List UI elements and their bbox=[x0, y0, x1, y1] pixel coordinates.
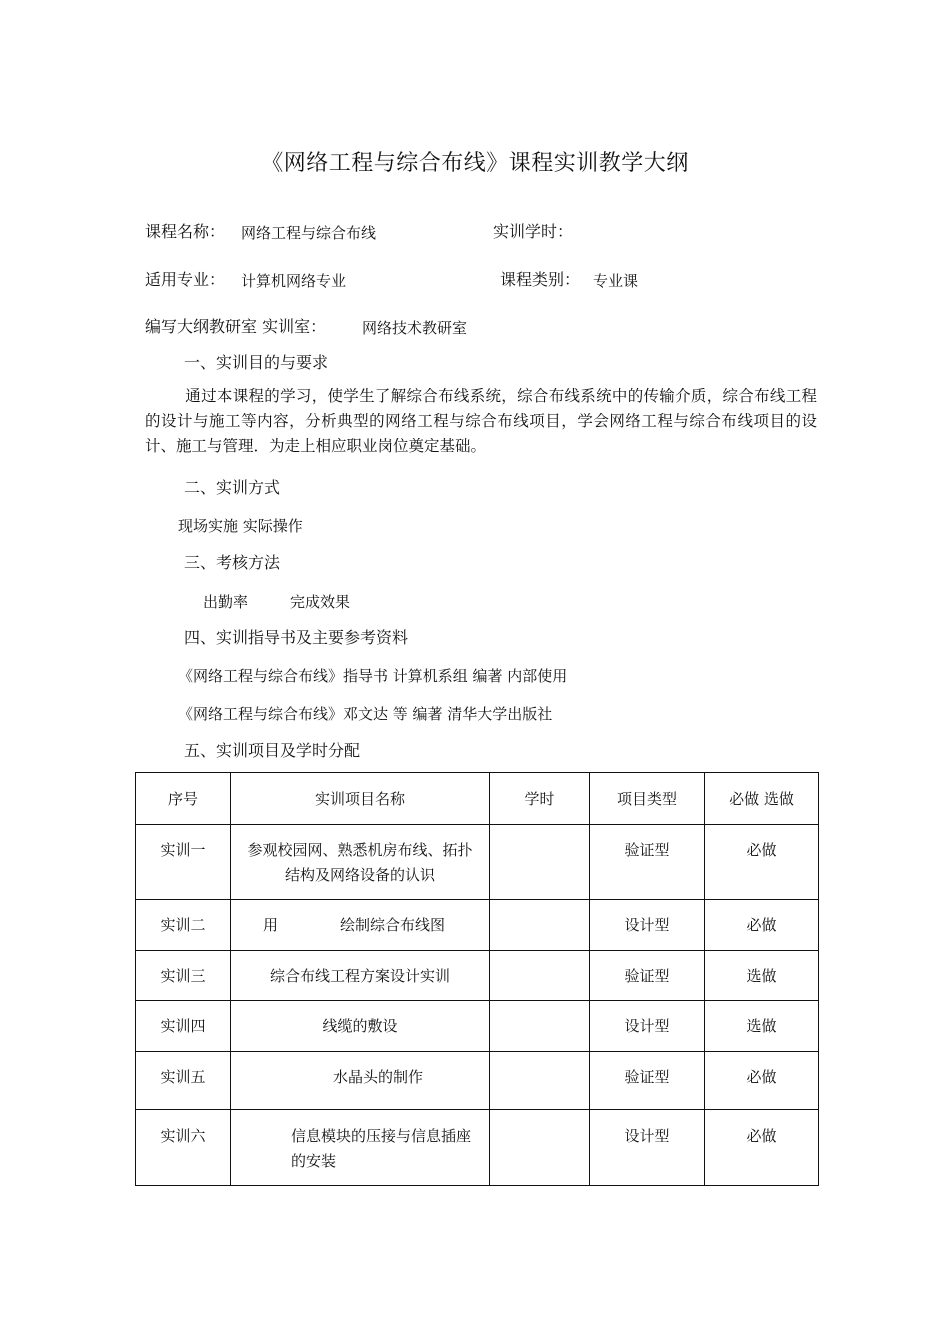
project-name-cell bbox=[231, 900, 490, 951]
office-value: 网络技术教研室 bbox=[362, 319, 468, 337]
table-row bbox=[136, 825, 819, 900]
category-value: 专业课 bbox=[593, 272, 639, 290]
header-cell: 实训项目名称 bbox=[231, 773, 490, 825]
section-1-title: 一、实训目的与要求 bbox=[184, 353, 329, 372]
project-name-cell: 信息模块的压接与信息插座的安装 bbox=[231, 1110, 490, 1186]
table-row bbox=[136, 1110, 819, 1186]
hours-cell bbox=[490, 1001, 590, 1052]
section-4-title: 四、实训指导书及主要参考资料 bbox=[184, 628, 409, 647]
assessment-item-result: 完成效果 bbox=[290, 593, 351, 611]
requirement-cell: 必做 bbox=[705, 900, 819, 951]
table-row bbox=[136, 951, 819, 1001]
course-name-value: 网络工程与综合布线 bbox=[241, 224, 377, 242]
header-cell: 项目类型 bbox=[590, 773, 705, 825]
course-name-label: 课程名称： bbox=[145, 222, 226, 241]
row-number-cell: 实训三 bbox=[136, 951, 231, 1001]
major-label: 适用专业： bbox=[145, 270, 226, 289]
project-name-cell: 参观校园网、熟悉机房布线、拓扑结构及网络设备的认识 bbox=[231, 825, 490, 900]
project-name-cell: 线缆的敷设 bbox=[231, 1001, 490, 1052]
reference-2: 《网络工程与综合布线》邓文达 等 编著 清华大学出版社 bbox=[178, 705, 553, 723]
hours-cell bbox=[490, 825, 590, 900]
hours-cell bbox=[490, 1110, 590, 1186]
assessment-item-attendance: 出勤率 bbox=[203, 593, 249, 611]
requirement-cell: 选做 bbox=[705, 951, 819, 1001]
table-row bbox=[136, 900, 819, 951]
category-label: 课程类别： bbox=[500, 270, 581, 289]
table-header-row bbox=[136, 773, 819, 825]
training-plan-table bbox=[135, 772, 819, 1186]
header-cell: 必做 选做 bbox=[705, 773, 819, 825]
type-cell: 设计型 bbox=[590, 1001, 705, 1052]
project-name-part-a: 用 bbox=[263, 916, 279, 934]
type-cell: 设计型 bbox=[590, 900, 705, 951]
major-value: 计算机网络专业 bbox=[241, 272, 347, 290]
hours-cell bbox=[490, 1052, 590, 1110]
header-cell: 学时 bbox=[490, 773, 590, 825]
type-cell: 验证型 bbox=[590, 1052, 705, 1110]
table-row bbox=[136, 1052, 819, 1110]
row-number-cell: 实训四 bbox=[136, 1001, 231, 1052]
type-cell: 验证型 bbox=[590, 951, 705, 1001]
hours-label: 实训学时： bbox=[493, 222, 574, 241]
project-name-part-b: 绘制综合布线图 bbox=[340, 916, 446, 934]
section-1-body bbox=[145, 384, 817, 459]
row-number-cell: 实训五 bbox=[136, 1052, 231, 1110]
document-title: 《网络工程与综合布线》课程实训教学大纲 bbox=[261, 151, 689, 176]
reference-1: 《网络工程与综合布线》指导书 计算机系组 编著 内部使用 bbox=[178, 667, 568, 685]
row-number-cell: 实训六 bbox=[136, 1110, 231, 1186]
section-1-text: 通过本课程的学习，使学生了解综合布线系统，综合布线系统中的传输介质，综合布线工程的设计与施工等内容，分析典型的网络工程与综合布线项目，学会网络工程与综合布线项目的设计、施工与管理．为走上相应职业岗位奠定基础。 bbox=[145, 387, 817, 455]
section-3-title: 三、考核方法 bbox=[184, 553, 281, 572]
row-number-cell: 实训一 bbox=[136, 825, 231, 900]
project-name-cell: 综合布线工程方案设计实训 bbox=[231, 951, 490, 1001]
section-2-body: 现场实施 实际操作 bbox=[178, 517, 303, 535]
section-5-title: 五、实训项目及学时分配 bbox=[184, 741, 361, 760]
project-name-cell: 水晶头的制作 bbox=[231, 1052, 490, 1110]
hours-cell bbox=[490, 951, 590, 1001]
header-cell: 序号 bbox=[136, 773, 231, 825]
table-row bbox=[136, 1001, 819, 1052]
office-label: 编写大纲教研室 实训室： bbox=[145, 317, 327, 336]
type-cell: 验证型 bbox=[590, 825, 705, 900]
row-number-cell: 实训二 bbox=[136, 900, 231, 951]
requirement-cell: 必做 bbox=[705, 1052, 819, 1110]
requirement-cell: 必做 bbox=[705, 825, 819, 900]
hours-cell bbox=[490, 900, 590, 951]
type-cell: 设计型 bbox=[590, 1110, 705, 1186]
requirement-cell: 选做 bbox=[705, 1001, 819, 1052]
requirement-cell: 必做 bbox=[705, 1110, 819, 1186]
section-2-title: 二、实训方式 bbox=[184, 478, 281, 497]
